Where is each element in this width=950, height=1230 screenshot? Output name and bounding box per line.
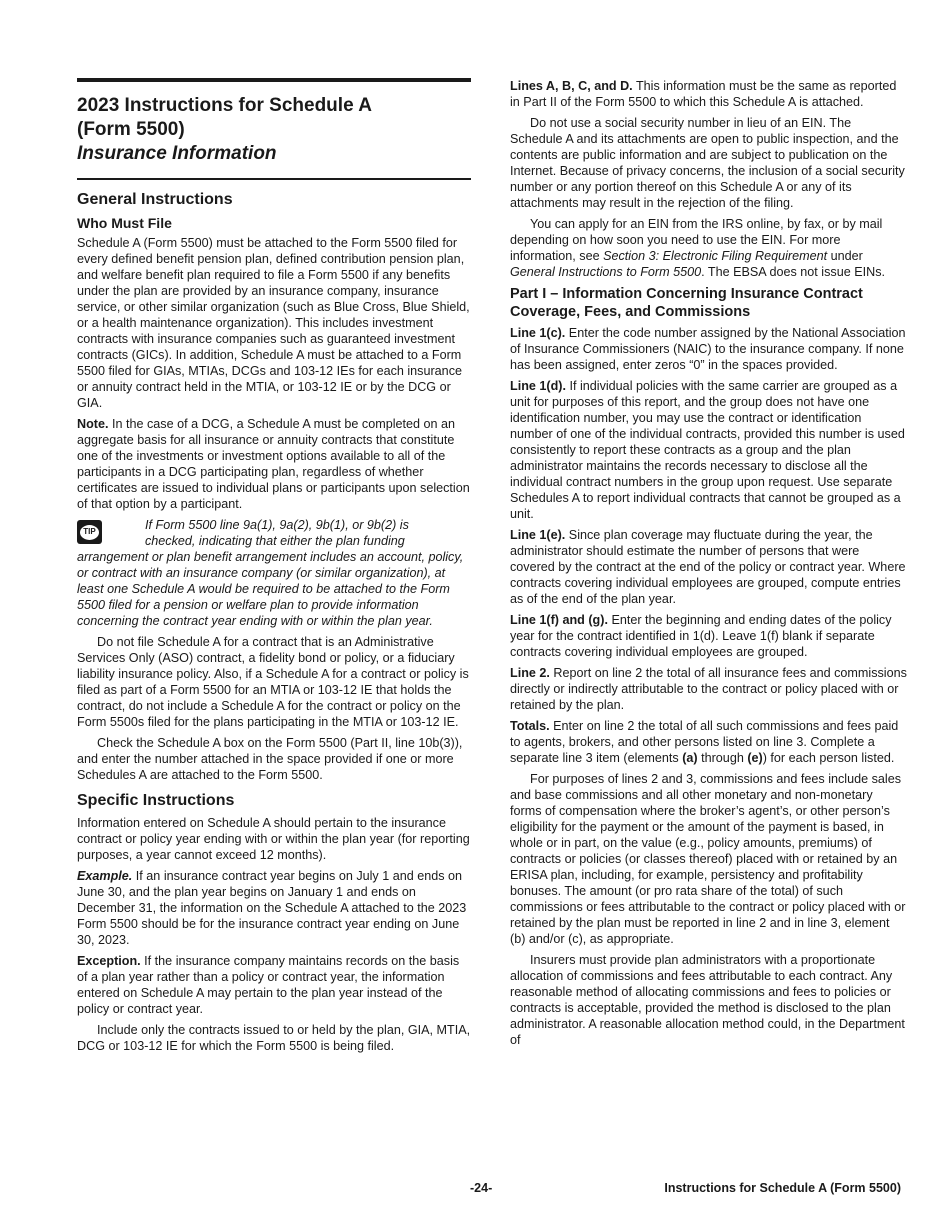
line-1fg-label: Line 1(f) and (g). <box>510 613 608 627</box>
example-text: If an insurance contract year begins on July 1 and ends on June 30, and the plan year begins on January 1 and ends on December 31, the information on the Schedule A attached to the 2023 Form 5500 should be for the insurance contract year ending on June 30, 2023. <box>77 869 467 947</box>
line-1e-text: Since plan coverage may fluctuate during the year, the administrator should estimate the number of persons that were covered by the contract at the end of the policy or contract year. Where contracts covering individual employees are grouped, compute entries as of the end of the plan year. <box>510 528 906 606</box>
line-2-paragraph <box>510 665 907 713</box>
specific-paragraph: Information entered on Schedule A should pertain to the insurance contract or policy year ending with or within the plan year (for reporting purposes, a year cannot exceed 12 months). <box>77 816 470 862</box>
tip-line-2: checked, indicating that either the plan funding <box>145 534 405 548</box>
purposes-paragraph: For purposes of lines 2 and 3, commissions and fees include sales and base commissions and all other monetary and non-monetary forms of compensation where the broker’s agent’s, or other person’s eligibility for the payment or the amount of the payment is based, in whole or in part, on the value (e.g., policy amounts, premiums) of contracts or policies (or classes thereof) placed with or retained by an ERISA plan, including, for example, persistency and profitability bonuses. The amount (or pro rata share of the total) of such commissions or fees attributable to the contract or policy placed with or retained by the plan must be reported in line 2 and in line 3, element (b) and/or (c), as appropriate. <box>510 772 906 946</box>
tip-line-1: If Form 5500 line 9a(1), 9a(2), 9b(1), or 9b(2) is <box>145 518 409 532</box>
totals-paragraph <box>510 718 907 766</box>
specific-instructions-heading: Specific Instructions <box>77 792 235 809</box>
line-1c-label: Line 1(c). <box>510 326 566 340</box>
example-label: Example. <box>77 869 133 883</box>
who-must-file-paragraph: Schedule A (Form 5500) must be attached to the Form 5500 filed for every defined benefit pension plan, defined contribution pension plan, and welfare benefit plan required to file a Form 5500 if any benefits under the plan are provided by an insurance company, insurance service, or other similar organization (such as Blue Cross, Blue Shield, or a health maintenance organization). This includes investment contracts with insurance companies such as guaranteed investment contracts (GICs). In addition, Schedule A must be attached to a Form 5500 filed for GIAs, MTIAs, DCGs and 103-12 IEs for each insurance or annuity contract held in the MTIA, or 103-12 IE or by the DCG or GIA. <box>77 236 470 410</box>
line-1c-paragraph <box>510 325 907 373</box>
line-2-label: Line 2. <box>510 666 550 680</box>
totals-text-2: through <box>697 751 748 765</box>
example-paragraph <box>77 868 471 948</box>
document-title <box>77 94 471 166</box>
line-1c-text: Enter the code number assigned by the National Association of Insurance Commissioners (NAIC) to the insurance company. If none has been assigned, enter zeros “0” in the spaces provided. <box>510 326 906 372</box>
title-line-1: 2023 Instructions for Schedule A <box>77 95 372 116</box>
line-1fg-text: Enter the beginning and ending dates of the policy year for the contract identified in 1(d). Leave 1(f) blank if separate contracts covering individual employees are grouped. <box>510 613 892 659</box>
exception-label: Exception. <box>77 954 141 968</box>
totals-element-e: (e) <box>747 751 763 765</box>
title-subtitle: Insurance Information <box>77 143 277 164</box>
lines-abcd-label: Lines A, B, C, and D. <box>510 79 633 93</box>
who-must-file-heading: Who Must File <box>77 215 172 231</box>
note-label: Note. <box>77 417 109 431</box>
line-1d-text: If individual policies with the same carrier are grouped as a unit for purposes of this report, and the group does not have one identification number, you may use the contract or identification number of one of the individual contracts, provided this number is used consistently to report these contracts as a group and the plan administrator maintains the records necessary to disclose all the individual contract numbers in the group upon request. Use separate Schedules A to report individual contracts that cannot be grouped as a unit. <box>510 379 905 521</box>
lines-abcd-paragraph <box>510 78 907 110</box>
line-1e-label: Line 1(e). <box>510 528 566 542</box>
line-1d-paragraph <box>510 378 907 522</box>
line-1e-paragraph <box>510 527 907 607</box>
check-box-paragraph: Check the Schedule A box on the Form 5500 (Part II, line 10b(3)), and enter the number attached in the space provided if one or more Schedules A are attached to the Form 5500. <box>77 736 463 782</box>
tip-icon-label: TIP <box>80 525 99 540</box>
line-1d-label: Line 1(d). <box>510 379 566 393</box>
title-rule <box>77 178 471 180</box>
title-line-2: (Form 5500) <box>77 119 185 140</box>
ein-reference-1: Section 3: Electronic Filing Requirement <box>603 249 828 263</box>
left-column <box>77 78 471 1059</box>
ein-paragraph <box>510 216 907 280</box>
tip-box <box>77 517 471 629</box>
aso-paragraph: Do not file Schedule A for a contract that is an Administrative Services Only (ASO) contract, a fidelity bond or policy, or a fiduciary liability insurance policy. Also, if a Schedule A for a contract or policy is filed as part of a Form 5500 for an MTIA or 103-12 IE that holds the contract, do not include a Schedule A for the contract or policy on the Form 5500s filed for the plans participating in the MTIA or 103-12 IE. <box>77 635 469 729</box>
tip-text: arrangement or plan benefit arrangement includes an account, policy, or contract with an insurance company (or similar organization), at least one Schedule A would be required to be attached to the Form 5500 filed for a pension or welfare plan to provide information concerning the contract year ending with or within the plan year. <box>77 550 464 628</box>
ssn-paragraph: Do not use a social security number in lieu of an EIN. The Schedule A and its attachments are open to public inspection, and the contents are public information and are subject to publication on the Internet. Because of privacy concerns, the inclusion of a social security number or any portion thereof on this Schedule A or any of its attachments may result in the rejection of the filing. <box>510 116 905 210</box>
note-text: In the case of a DCG, a Schedule A must be completed on an aggregate basis for all insurance or annuity contracts that constitute one of the investments or investment options available to all of the participants in a DCG participating plan, regardless of whether certificates are issued to individual plans or participants upon selection of that option by a participant. <box>77 417 470 511</box>
lines-abcd-text: This information must be the same as reported in Part II of the Form 5500 to which this Schedule A is attached. <box>510 79 897 109</box>
top-rule <box>77 78 471 82</box>
right-column <box>510 78 907 1053</box>
part-i-heading: Part I – Information Concerning Insurance Contract Coverage, Fees, and Commissions <box>510 286 863 320</box>
ein-text-3: . The EBSA does not issue EINs. <box>701 265 885 279</box>
line-1fg-paragraph <box>510 612 907 660</box>
insurers-paragraph: Insurers must provide plan administrators with a proportionate allocation of commissions and fees attributable to each contract. Any reasonable method of allocating commissions and fees to policies or contracts is acceptable, provided the method is disclosed to the plan administrator. A reasonable allocation method could, in the Department of <box>510 953 905 1047</box>
ein-text-1: You can apply for an EIN from the IRS online, by fax, or by mail depending on how soon you need to use the EIN. For more information, see <box>510 217 883 263</box>
note-paragraph <box>77 416 471 512</box>
line-2-text: Report on line 2 the total of all insurance fees and commissions directly or indirectly attributable to the contract or policy placed with or retained by the plan. <box>510 666 907 712</box>
tip-icon <box>77 520 102 544</box>
general-instructions-heading: General Instructions <box>77 191 233 208</box>
include-paragraph: Include only the contracts issued to or held by the plan, GIA, MTIA, DCG or 103-12 IE for which the Form 5500 is being filed. <box>77 1023 471 1053</box>
exception-text: If the insurance company maintains records on the basis of a plan year rather than a policy or contract year, the information entered on Schedule A may pertain to the plan year instead of the policy or contract year. <box>77 954 460 1016</box>
totals-text-1: Enter on line 2 the total of all such commissions and fees paid to agents, brokers, and other persons listed on line 3. Complete a separate line 3 item (elements <box>510 719 899 765</box>
ein-reference-2: General Instructions to Form 5500 <box>510 265 702 279</box>
footer-title: Instructions for Schedule A (Form 5500) <box>664 1181 901 1195</box>
page-number: -24- <box>470 1181 493 1195</box>
exception-paragraph <box>77 953 471 1017</box>
totals-text-3: ) for each person listed. <box>762 751 895 765</box>
totals-label: Totals. <box>510 719 550 733</box>
totals-element-a: (a) <box>682 751 698 765</box>
ein-text-2: under <box>827 249 863 263</box>
